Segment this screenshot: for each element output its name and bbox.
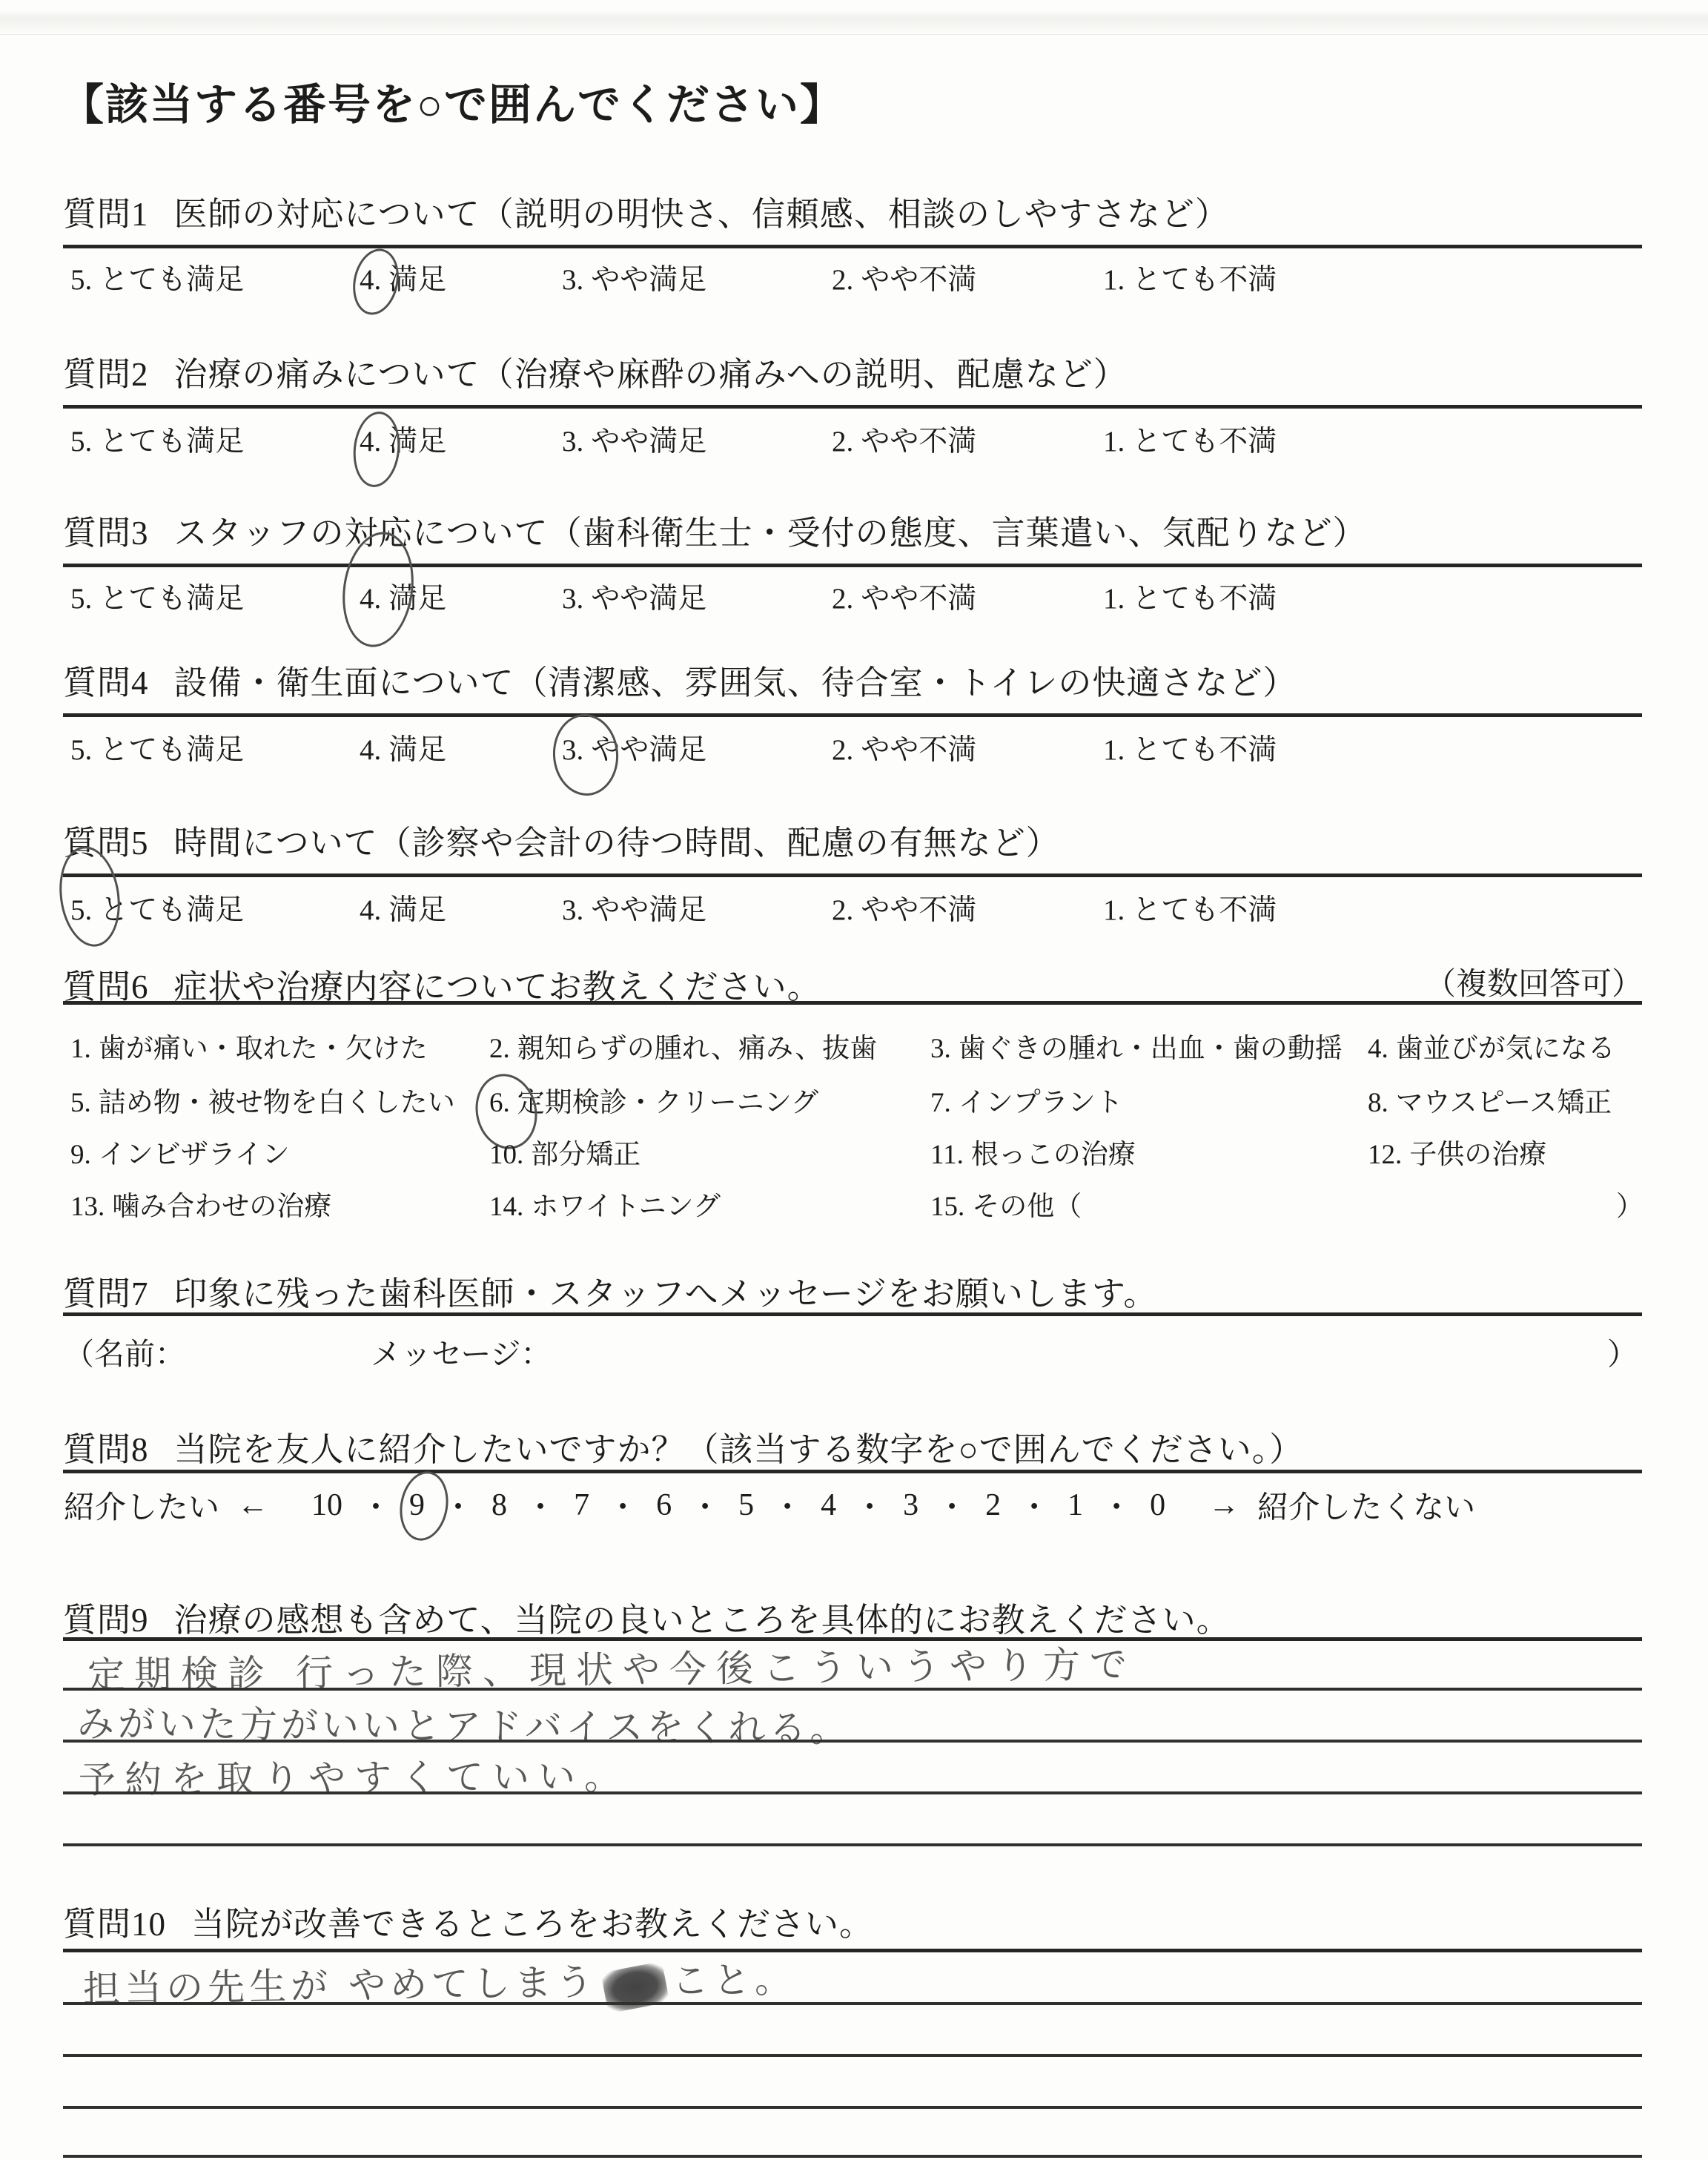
question-title: 印象に残った歯科医師・スタッフへメッセージをお願いします。 (173, 1275, 1158, 1312)
option-label: やや満足 (591, 264, 707, 296)
page-title: 【該当する番号を○で囲んでください】 (61, 81, 845, 129)
option-number: 1. (1103, 734, 1125, 766)
scribble-blot (600, 1961, 669, 2013)
option-number: 1. (1103, 426, 1125, 458)
nps-dot: ・ (525, 1491, 557, 1525)
rating-option (1103, 418, 1277, 460)
option-label: その他（ (972, 1192, 1082, 1222)
nps-dot: ・ (772, 1491, 804, 1525)
option-label: やや不満 (861, 734, 977, 766)
option-number: 2. (832, 894, 854, 926)
nps-scale-value: 2 (985, 1488, 1002, 1522)
option-number: 4. (1368, 1034, 1388, 1064)
name-label: （名前： (64, 1337, 185, 1371)
question-title: 医師の対応について（説明の明快さ、信頼感、相談のしやすさなど） (173, 196, 1229, 233)
nps-scale-value: 5 (738, 1488, 755, 1522)
rating-option (562, 418, 706, 460)
treatment-option (930, 1025, 1343, 1066)
handwriting-line: 予約を取りやすくていい。 (78, 1754, 631, 1802)
answer-line (63, 2106, 1642, 2109)
rating-option-selected (360, 257, 446, 298)
option-number: 10. (489, 1140, 524, 1170)
question-3-heading (63, 506, 1367, 554)
nps-left-arrow: ← (237, 1488, 269, 1522)
option-label: とても満足 (99, 426, 245, 458)
option-number: 3. (562, 583, 584, 615)
option-number: 2. (832, 734, 854, 766)
option-label: とても満足 (99, 894, 245, 926)
option-label: ホワイトニング (531, 1192, 721, 1222)
answer-line (63, 2002, 1642, 2005)
nps-scale-value: 10 (311, 1488, 343, 1522)
question-4-heading (63, 655, 1297, 704)
question-title: 設備・衛生面について（清潔感、雰囲気、待合室・トイレの快適さなど） (173, 664, 1297, 701)
option-number: 3. (562, 894, 584, 926)
question-1-heading (63, 187, 1229, 235)
nps-dot: ・ (360, 1491, 392, 1525)
option-number: 3. (562, 264, 584, 296)
question-number: 質問5 (63, 825, 149, 862)
rating-option-selected (562, 727, 706, 768)
option-label: マウスピース矯正 (1395, 1088, 1612, 1118)
treatment-option (930, 1080, 1123, 1120)
option-number: 6. (489, 1087, 510, 1119)
question-title: 治療の痛みについて（治療や麻酔の痛みへの説明、配慮など） (173, 356, 1128, 393)
rating-option (832, 418, 976, 460)
multi-select-note: （複数回答可） (1424, 968, 1643, 1002)
treatment-option (70, 1025, 428, 1066)
nps-scale-value-selected: 9 (409, 1487, 425, 1523)
option-number: 5. (70, 264, 93, 296)
heading-underline (63, 713, 1642, 717)
rating-option (70, 727, 244, 768)
option-label: やや満足 (591, 734, 707, 766)
rating-option-selected (360, 418, 446, 460)
question-title: スタッフの対応について（歯科衛生士・受付の態度、言葉遣い、気配りなど） (173, 515, 1367, 552)
nps-dot: ・ (1101, 1491, 1133, 1525)
option-label: とても不満 (1132, 894, 1277, 926)
handwriting-text: こと。 (671, 1958, 797, 2003)
nps-scale-value: 8 (491, 1488, 508, 1522)
option-number: 2. (489, 1034, 510, 1064)
question-number: 質問2 (63, 356, 149, 393)
option-label: 歯が痛い・取れた・欠けた (98, 1034, 428, 1064)
handwriting-line: 定期検診 行った際、現状や今後こういうやり方で (87, 1642, 1137, 1697)
option-number: 14. (489, 1192, 524, 1222)
question-7-heading (63, 1266, 1157, 1315)
option-label: とても満足 (99, 583, 245, 615)
nps-dot: ・ (936, 1491, 968, 1525)
option-label: やや満足 (591, 426, 707, 458)
treatment-option (70, 1183, 331, 1223)
question-title: 症状や治療内容についてお教えください。 (173, 968, 821, 1005)
rating-option (562, 575, 706, 617)
option-number: 15. (930, 1192, 965, 1222)
option-label: とても満足 (99, 734, 245, 766)
option-label: 満足 (388, 894, 447, 926)
option-number: 1. (1103, 583, 1125, 615)
question-title: 治療の感想も含めて、当院の良いところを具体的にお教えください。 (173, 1602, 1231, 1639)
nps-scale-value: 4 (821, 1488, 837, 1522)
treatment-option (489, 1132, 640, 1172)
question-8-heading (63, 1422, 1303, 1470)
option-number: 8. (1368, 1088, 1388, 1118)
question-number: 質問7 (63, 1275, 149, 1312)
rating-option (1103, 727, 1277, 768)
option-number: 4. (360, 734, 382, 766)
answer-line (63, 1843, 1642, 1846)
heading-underline (63, 1312, 1642, 1316)
option-label: とても不満 (1132, 734, 1277, 766)
rating-option (832, 257, 976, 298)
treatment-option (1368, 1080, 1612, 1120)
rating-option (562, 887, 706, 928)
option-label: 満足 (388, 264, 447, 296)
option-number: 4. (360, 425, 381, 458)
heading-underline (63, 873, 1642, 877)
option-label: 根っこの治療 (970, 1140, 1136, 1170)
question-number: 質問4 (63, 664, 149, 701)
heading-underline (63, 1001, 1642, 1005)
option-number: 2. (832, 583, 854, 615)
rating-option (832, 887, 976, 928)
nps-right-arrow: → (1208, 1488, 1240, 1522)
option-label: やや不満 (861, 583, 977, 615)
option-number: 3. (562, 733, 583, 767)
option-label: 満足 (388, 426, 447, 458)
option-number: 5. (70, 426, 93, 458)
nps-scale-value: 3 (903, 1488, 919, 1522)
question-10-heading (63, 1897, 873, 1945)
option-number: 5. (70, 1088, 91, 1118)
nps-scale-value: 6 (656, 1488, 672, 1522)
option-number: 13. (70, 1192, 105, 1222)
rating-option (360, 727, 446, 768)
option-label: 歯並びが気になる (1395, 1034, 1615, 1064)
option-label: やや不満 (861, 426, 977, 458)
treatment-option (70, 1080, 455, 1120)
option-number: 9. (70, 1140, 91, 1170)
option-number: 12. (1368, 1140, 1403, 1170)
option-number: 1. (70, 1034, 91, 1064)
option-number: 5. (70, 894, 92, 927)
answer-line (63, 2054, 1642, 2057)
option-label: インビザライン (98, 1140, 290, 1170)
question-title: 時間について（診察や会計の待つ時間、配慮の有無など） (173, 825, 1060, 862)
question-title: 当院を友人に紹介したいですか？（該当する数字を○で囲んでください。） (173, 1431, 1304, 1468)
answer-line (63, 2155, 1642, 2158)
rating-option (832, 727, 976, 768)
option-label: やや不満 (861, 894, 977, 926)
nps-left-label: 紹介したい (64, 1491, 220, 1525)
other-close-paren: ） (1616, 1192, 1644, 1222)
option-label: 親知らずの腫れ、痛み、抜歯 (517, 1034, 878, 1064)
option-label: 部分矯正 (531, 1140, 641, 1170)
question-number: 質問1 (63, 196, 149, 233)
question-number: 質問8 (63, 1431, 149, 1468)
option-label: 満足 (388, 734, 447, 766)
question-number: 質問9 (63, 1602, 149, 1639)
treatment-option (489, 1025, 877, 1066)
rating-option (832, 575, 976, 617)
option-label: 詰め物・被せ物を白くしたい (98, 1088, 455, 1118)
nps-dot: ・ (607, 1491, 639, 1525)
option-number: 1. (1103, 894, 1125, 926)
option-label: やや不満 (861, 264, 977, 296)
nps-dot: ・ (1019, 1491, 1050, 1525)
option-label: とても不満 (1132, 264, 1277, 296)
treatment-option (70, 1132, 290, 1172)
message-label: メッセージ： (371, 1337, 552, 1371)
question-9-heading (63, 1593, 1231, 1641)
rating-option (70, 418, 244, 460)
nps-dot: ・ (689, 1491, 721, 1525)
option-label: やや満足 (591, 583, 707, 615)
option-number: 4. (360, 894, 382, 926)
rating-option (70, 257, 244, 298)
treatment-option (1368, 1025, 1615, 1066)
answer-line (63, 1740, 1642, 1743)
question-2-heading (63, 347, 1128, 395)
treatment-option-selected (489, 1080, 818, 1120)
handwriting-line: みがいた方がいいとアドバイスをくれる。 (76, 1702, 851, 1751)
option-number: 4. (360, 263, 381, 297)
rating-option (1103, 887, 1277, 928)
question-number: 質問10 (63, 1906, 167, 1943)
rating-option (1103, 575, 1277, 617)
treatment-option (1368, 1132, 1546, 1172)
option-label: とても不満 (1132, 426, 1277, 458)
option-number: 7. (930, 1088, 951, 1118)
option-label: やや満足 (591, 894, 707, 926)
heading-underline (63, 405, 1642, 409)
option-number: 3. (562, 426, 584, 458)
heading-underline (63, 245, 1642, 248)
option-number: 2. (832, 264, 854, 296)
handwriting-text: 担当の先生が やめてしまう (82, 1961, 598, 2011)
option-number: 5. (70, 583, 93, 615)
option-label: とても不満 (1132, 583, 1277, 615)
treatment-option-other (930, 1183, 1082, 1223)
option-number: 2. (832, 426, 854, 458)
option-number: 3. (930, 1034, 951, 1064)
option-label: 満足 (388, 583, 447, 615)
treatment-option (489, 1183, 721, 1223)
heading-underline (63, 1949, 1642, 1952)
rating-option-selected (360, 575, 446, 617)
answer-line (63, 1688, 1642, 1691)
rating-option-selected (70, 887, 244, 928)
nps-scale-value: 1 (1068, 1488, 1084, 1522)
heading-underline (63, 564, 1642, 567)
question-number: 質問3 (63, 515, 149, 552)
option-label: インプラント (958, 1088, 1123, 1118)
nps-right-label: 紹介したくない (1257, 1491, 1476, 1525)
option-number: 11. (930, 1140, 964, 1170)
option-label: 噛み合わせの治療 (112, 1192, 332, 1222)
nps-scale-value: 7 (574, 1488, 590, 1522)
heading-underline (63, 1470, 1642, 1473)
rating-option (70, 575, 244, 617)
rating-option (1103, 257, 1277, 298)
nps-dot: ・ (854, 1491, 886, 1525)
option-label: 子供の治療 (1409, 1140, 1547, 1170)
treatment-option (930, 1132, 1136, 1172)
rating-option (562, 257, 706, 298)
option-number: 1. (1103, 264, 1125, 296)
answer-line (63, 1791, 1642, 1794)
paper-scan-edge (0, 9, 1708, 35)
close-paren: ） (1607, 1337, 1638, 1371)
option-number: 5. (70, 734, 93, 766)
nps-scale-row (64, 1483, 1475, 1527)
rating-option (360, 887, 446, 928)
option-number: 4. (360, 582, 381, 615)
option-label: 定期検診・クリーニング (517, 1088, 819, 1118)
question-number: 質問6 (63, 968, 149, 1005)
question-5-heading (63, 816, 1060, 864)
option-label: とても満足 (99, 264, 245, 296)
nps-dot: ・ (443, 1491, 474, 1525)
nps-scale-value: 0 (1150, 1488, 1166, 1522)
option-label: 歯ぐきの腫れ・出血・歯の動揺 (958, 1034, 1343, 1064)
question-title: 当院が改善できるところをお教えください。 (191, 1906, 874, 1943)
